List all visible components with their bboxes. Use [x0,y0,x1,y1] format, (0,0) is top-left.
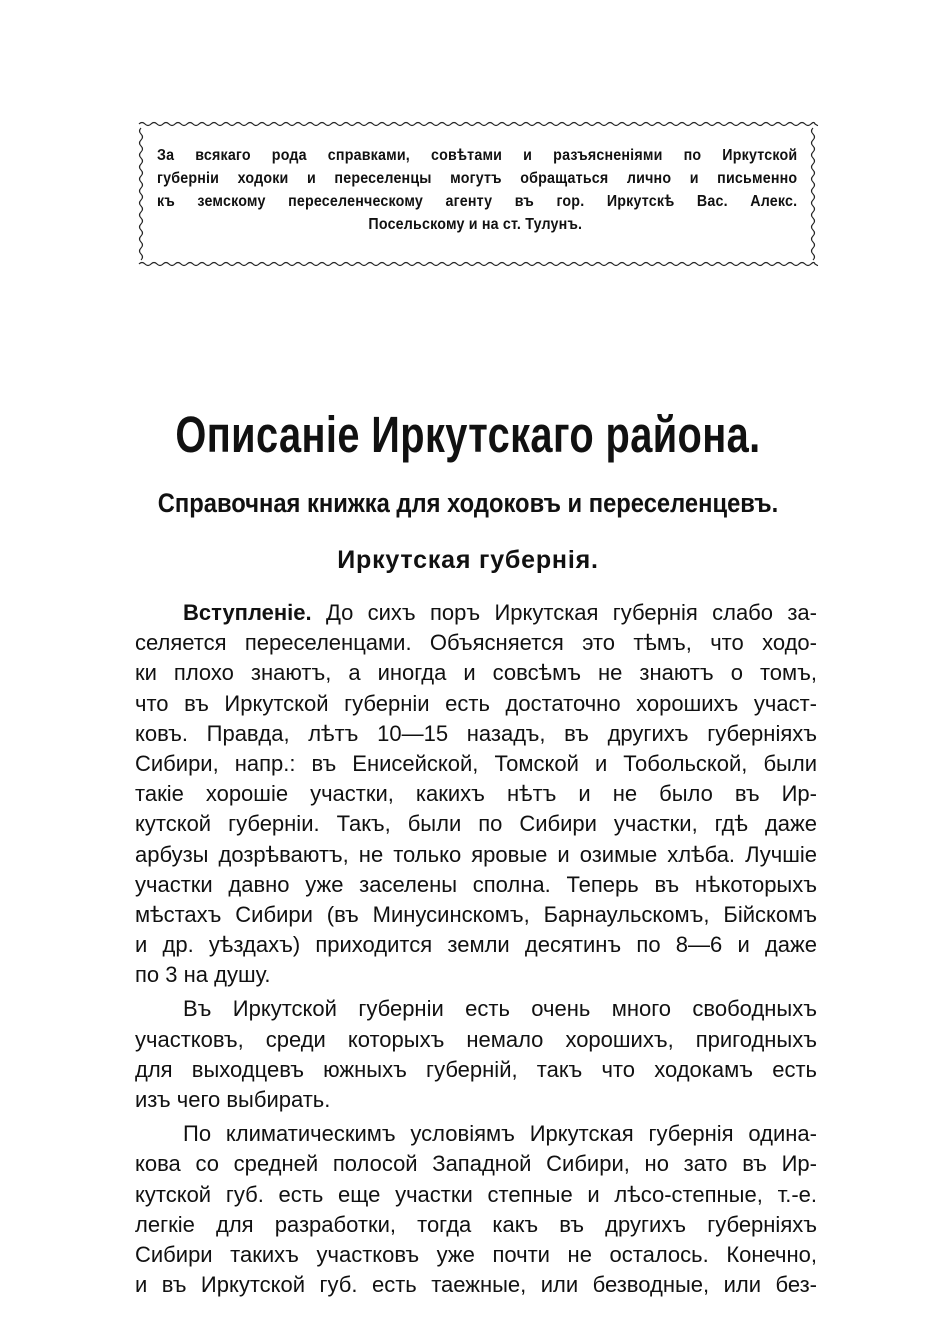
notice-line: Посельскому и на ст. Тулунъ. [368,216,583,233]
paragraph-line: Въ Иркутской губерніи есть очень много свободныхъ [183,996,817,1022]
paragraph-line [135,598,817,628]
paragraph-line: Сибири такихъ участковъ уже почти не осталось. Конечно, [135,1241,817,1267]
paragraph-line: изъ чего выбирать. [135,1087,331,1112]
paragraph-line: что въ Иркутской губерніи есть достаточно хорошихъ участ- [135,690,817,716]
notice-text [157,144,798,236]
paragraph-line-text: До сихъ поръ Иркутская губернія слабо за- [325,600,817,625]
notice-line: къ земскому переселенческому агенту въ гор. Иркутскѣ Вас. Алекс. [157,193,798,210]
paragraph-line: ковъ. Правда, лѣтъ 10—15 назадъ, въ другихъ губерніяхъ [135,720,817,746]
body-text [135,598,817,1300]
paragraph-line: участки давно уже заселены сполна. Теперь въ нѣкоторыхъ [135,871,817,897]
paragraph-line: по 3 на душу. [135,962,271,988]
paragraph-line: кова со средней полосой Западной Сибири, но зато въ Ир- [135,1151,817,1177]
paragraph-line: селяется переселенцами. Объясняется это тѣмъ, что ходо- [135,630,817,656]
paragraph-line: легкіе для разработки, тогда какъ въ другихъ губерніяхъ [135,1211,817,1237]
paragraph-line: Сибири, напр.: въ Енисейской, Томской и Тобольской, были [135,750,817,776]
paragraph [135,1119,817,1300]
paragraph-line: и др. уѣздахъ) приходится земли десятинъ по 8—6 и даже [135,932,817,958]
paragraph-line: мѣстахъ Сибири (въ Минусинскомъ, Барнаульскомъ, Бійскомъ [135,901,817,927]
paragraph-line: и въ Иркутской губ. есть таежные, или безводные, или без- [135,1272,817,1298]
notice-line: За всякаго рода справками, совѣтами и разъясненіями по Иркутской [157,147,798,164]
paragraph-line: По климатическимъ условіямъ Иркутская губернія одина- [183,1121,817,1147]
paragraph-line: для выходцевъ южныхъ губерній, такъ что ходокамъ есть [135,1056,817,1082]
paragraph [135,994,817,1115]
paragraph-line: такіе хорошіе участки, какихъ нѣтъ и не было въ Ир- [135,781,817,807]
paragraph-line: арбузы дозрѣваютъ, не только яровые и озимые хлѣба. Лучшіе [135,841,817,867]
paragraph [135,598,817,990]
paragraph-lead: Вступленіе. [183,600,312,625]
notice-box [135,118,819,270]
paragraph-line: ки плохо знаютъ, а иногда и совсѣмъ не знаютъ о томъ, [135,660,817,686]
paragraph-line: участковъ, среди которыхъ немало хорошихъ, пригодныхъ [135,1026,817,1052]
paragraph-line: кутской губ. есть еще участки степные и лѣсо-степные, т.-е. [135,1181,817,1207]
page-subtitle: Справочная книжка для ходоковъ и переселенцевъ. [157,488,779,518]
paragraph-line: кутской губерніи. Такъ, были по Сибири участки, гдѣ даже [135,811,817,837]
page-title: Описаніе Иркутскаго района. [175,406,761,463]
section-heading: Иркутская губернія. [337,546,599,574]
notice-line: губерніи ходоки и переселенцы могутъ обращаться лично и письменно [157,170,798,187]
